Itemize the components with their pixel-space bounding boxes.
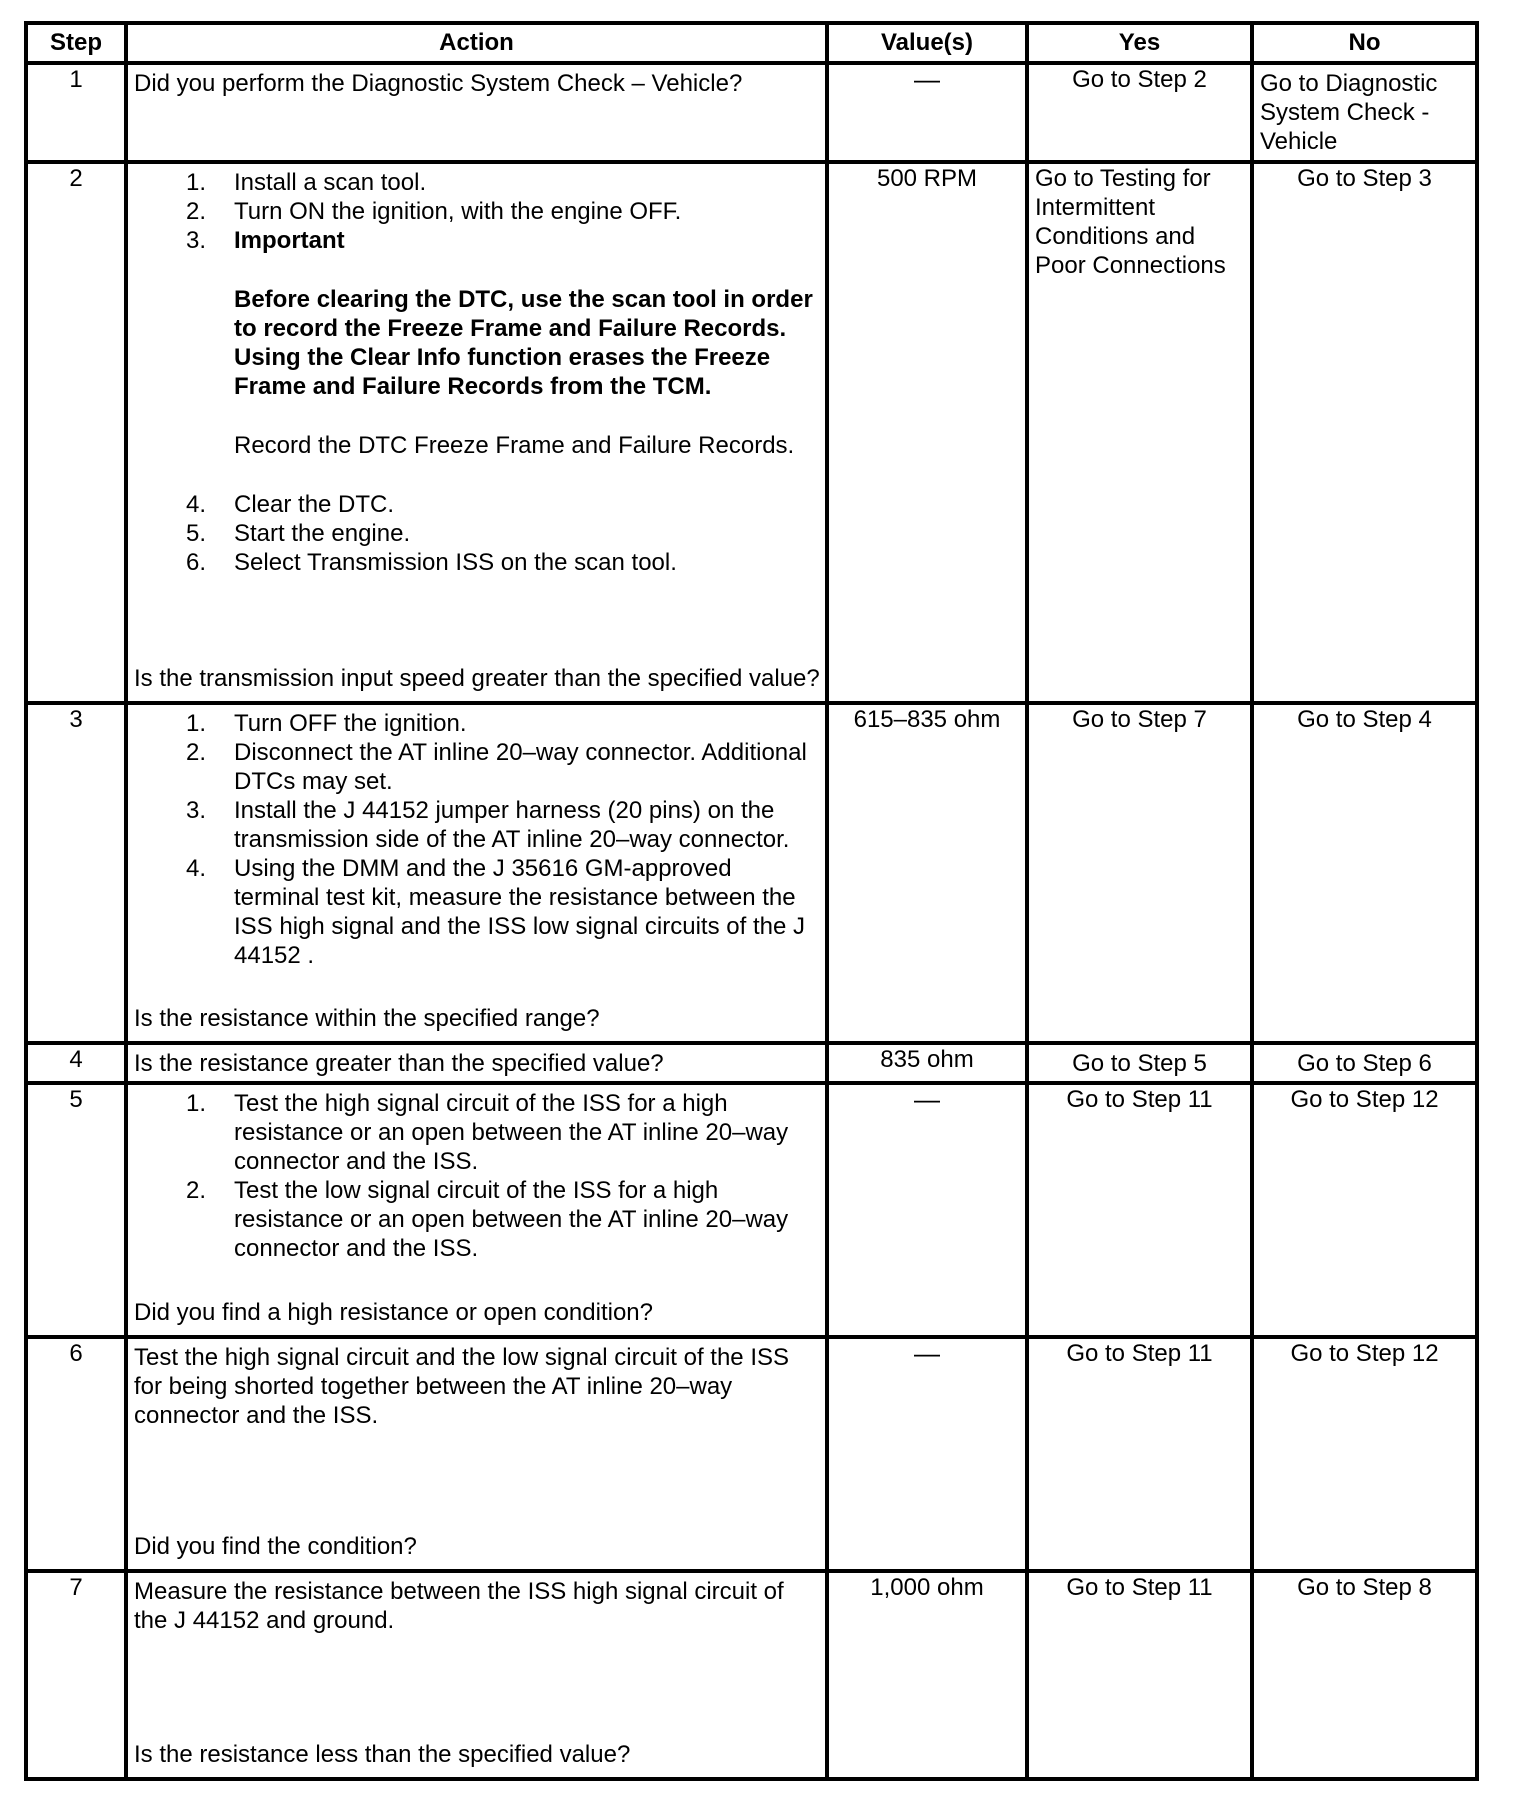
no-text: Go to Step 12 — [1290, 1086, 1439, 1113]
value-cell: 615–835 ohm — [827, 703, 1027, 1043]
question-text: Is the resistance less than the specified value? — [134, 1741, 631, 1768]
no-text: Go to Step 4 — [1297, 706, 1432, 733]
yes-cell — [1027, 1571, 1252, 1779]
step-number: 7 — [26, 1571, 126, 1779]
no-cell — [1252, 63, 1477, 162]
question-text: Did you find the condition? — [134, 1533, 417, 1560]
yes-text: Go to Step 5 — [1072, 1049, 1207, 1077]
header-no: No — [1252, 23, 1477, 63]
table-row-step-1 — [26, 63, 1477, 162]
yes-text: Go to Step 11 — [1066, 1574, 1213, 1601]
value-cell: 835 ohm — [827, 1043, 1027, 1083]
step-number: 3 — [26, 703, 126, 1043]
action-cell — [126, 1043, 827, 1083]
yes-text: Go to Step 11 — [1066, 1086, 1213, 1113]
table-row-step-7 — [26, 1571, 1477, 1779]
yes-text: Go to Step 11 — [1066, 1340, 1213, 1367]
table-row-step-2 — [26, 162, 1477, 703]
question-text: Did you perform the Diagnostic System Check – Vehicle? — [134, 70, 743, 97]
table-row-step-3 — [26, 703, 1477, 1043]
step-number: 2 — [26, 162, 126, 703]
action-cell — [126, 1571, 827, 1779]
yes-text: Go to Step 2 — [1072, 66, 1207, 93]
yes-text: Go to Step 7 — [1072, 706, 1207, 733]
no-cell — [1252, 1571, 1477, 1779]
list-item: 5. Start the engine. — [185, 520, 411, 547]
step-number: 6 — [26, 1337, 126, 1571]
instruction-list — [134, 709, 821, 970]
question-text: Did you find a high resistance or open condition? — [134, 1299, 653, 1326]
yes-cell — [1027, 162, 1252, 703]
yes-cell — [1027, 1083, 1252, 1337]
yes-cell — [1027, 63, 1252, 162]
instruction-list — [134, 490, 821, 577]
question-text: Is the resistance greater than the specified value? — [134, 1049, 664, 1077]
instruction-list — [134, 168, 821, 255]
no-text: Go to Step 12 — [1290, 1340, 1439, 1367]
value-cell: — — [827, 63, 1027, 162]
no-cell — [1252, 162, 1477, 703]
header-yes: Yes — [1027, 23, 1252, 63]
instruction-text: Test the high signal circuit and the low signal circuit of the ISS for being shorted together between the AT inline 20–way connector and the ISS. — [134, 1344, 790, 1429]
no-text: Go to Step 6 — [1297, 1049, 1432, 1077]
step-number: 1 — [26, 63, 126, 162]
important-note: Before clearing the DTC, use the scan tool in order to record the Freeze Frame and Failure Records. Using the Clear Info function erases the Freeze Frame and Failure Records from the TCM. — [234, 286, 813, 400]
list-item: 1. Turn OFF the ignition. — [185, 710, 467, 737]
value-cell: 1,000 ohm — [827, 1571, 1027, 1779]
yes-cell — [1027, 703, 1252, 1043]
list-item: 4. Using the DMM and the J 35616 GM-approved terminal test kit, measure the resistance between the ISS high signal and the ISS low signal circuits of the J 44152 . — [185, 855, 805, 969]
action-cell — [126, 703, 827, 1043]
no-text: Go to Diagnostic System Check - Vehicle — [1260, 70, 1438, 155]
action-cell — [126, 1337, 827, 1571]
action-cell — [126, 1083, 827, 1337]
question-text: Is the transmission input speed greater than the specified value? — [134, 665, 820, 692]
value-cell: — — [827, 1083, 1027, 1337]
instruction-list — [134, 1089, 821, 1263]
value-cell: — — [827, 1337, 1027, 1571]
step-number: 4 — [26, 1043, 126, 1083]
action-cell — [126, 63, 827, 162]
list-item: 3. Important — [185, 227, 345, 254]
yes-cell — [1027, 1337, 1252, 1571]
yes-text: Go to Testing for Intermittent Conditions and Poor Connections — [1035, 165, 1226, 279]
no-text: Go to Step 8 — [1297, 1574, 1432, 1601]
header-step: Step — [26, 23, 126, 63]
list-item: 4. Clear the DTC. — [185, 491, 395, 518]
list-item: 3. Install the J 44152 jumper harness (20 pins) on the transmission side of the AT inline 20–way connector. — [185, 797, 790, 853]
table-row-step-6 — [26, 1337, 1477, 1571]
list-item: 2. Disconnect the AT inline 20–way connector. Additional DTCs may set. — [185, 739, 807, 795]
table-row-step-4 — [26, 1043, 1477, 1083]
no-cell — [1252, 1337, 1477, 1571]
yes-cell — [1027, 1043, 1252, 1083]
value-cell: 500 RPM — [827, 162, 1027, 703]
diagnostic-table — [24, 21, 1479, 1781]
step-number: 5 — [26, 1083, 126, 1337]
table-row-step-5 — [26, 1083, 1477, 1337]
no-cell — [1252, 703, 1477, 1043]
list-item: 6. Select Transmission ISS on the scan tool. — [185, 549, 677, 576]
no-text: Go to Step 3 — [1297, 165, 1432, 192]
question-text: Is the resistance within the specified range? — [134, 1005, 600, 1032]
list-item: 1. Install a scan tool. — [185, 169, 427, 196]
list-item: 1. Test the high signal circuit of the ISS for a high resistance or an open between the AT inline 20–way connector and the ISS. — [185, 1090, 789, 1175]
no-cell — [1252, 1043, 1477, 1083]
list-item: 2. Turn ON the ignition, with the engine OFF. — [185, 198, 682, 225]
list-item: 2. Test the low signal circuit of the ISS for a high resistance or an open between the AT inline 20–way connector and the ISS. — [185, 1177, 789, 1262]
record-text: Record the DTC Freeze Frame and Failure Records. — [234, 432, 795, 459]
instruction-text: Measure the resistance between the ISS high signal circuit of the J 44152 and ground. — [134, 1578, 784, 1634]
header-row — [26, 23, 1477, 63]
header-action: Action — [126, 23, 827, 63]
no-cell — [1252, 1083, 1477, 1337]
header-values: Value(s) — [827, 23, 1027, 63]
action-cell — [126, 162, 827, 703]
